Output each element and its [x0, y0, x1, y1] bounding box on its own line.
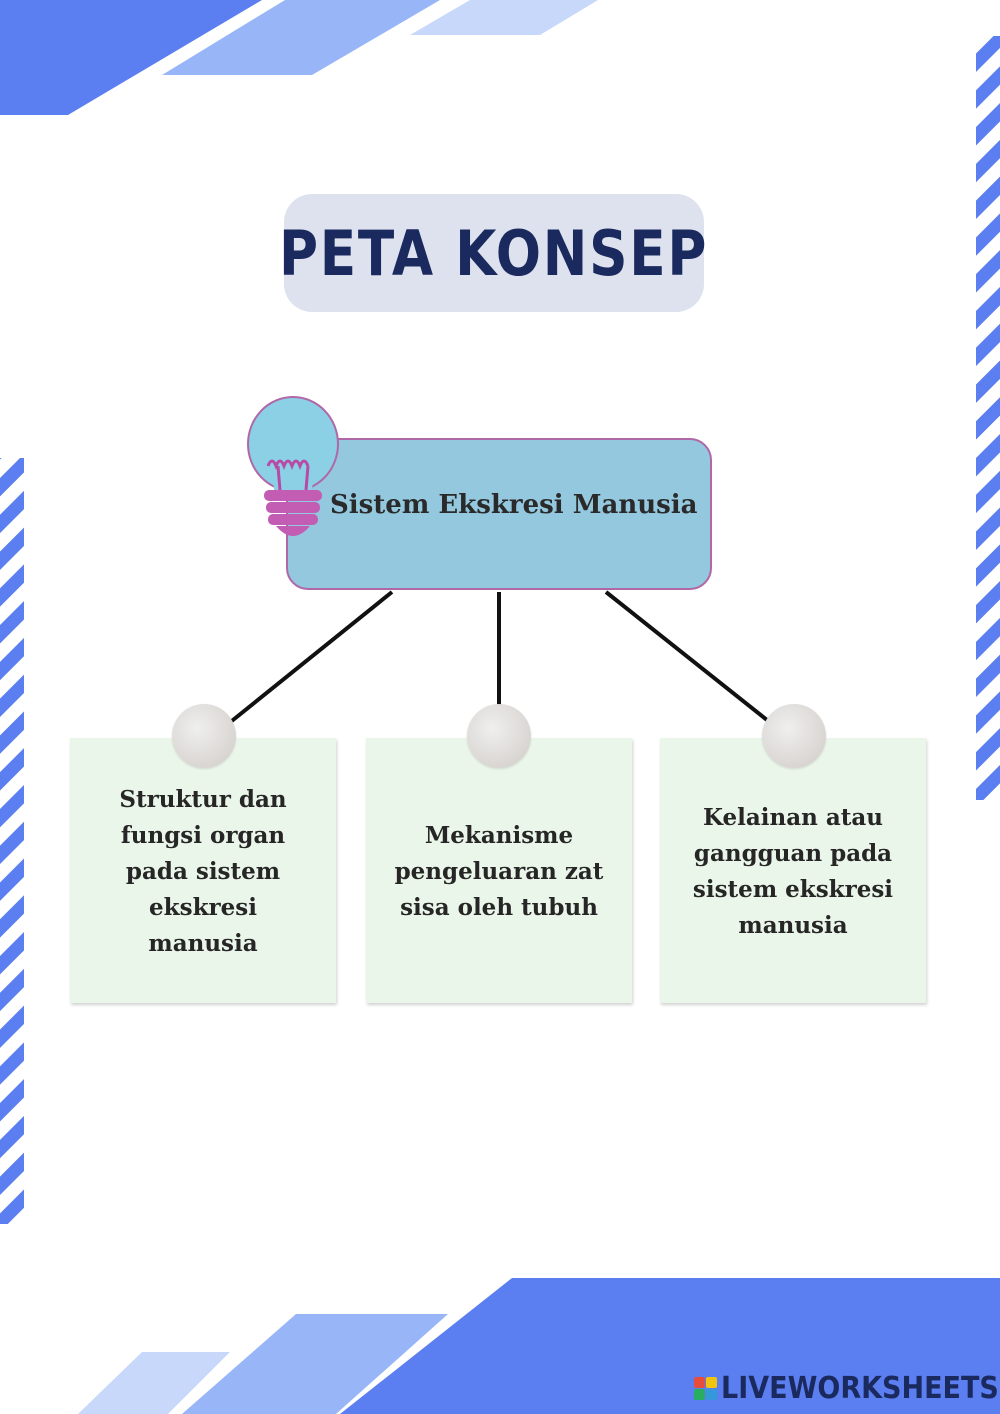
- concept-card-2: [366, 738, 632, 1003]
- concept-card-text: Kelainan atau gangguan pada sistem ekskresi manusia: [692, 803, 894, 939]
- brand-logo-icon: [694, 1377, 717, 1400]
- lightbulb-icon: [244, 394, 344, 546]
- brand-footer: [694, 1370, 1000, 1406]
- connector-left: [228, 592, 392, 724]
- brand-name: LIVEWORKSHEETS: [721, 1370, 999, 1406]
- concept-card-text: Mekanisme pengeluaran zat sisa oleh tubuh: [394, 821, 604, 921]
- pushpin-icon: [172, 704, 236, 768]
- concept-card-3: [660, 738, 926, 1003]
- right-striped-strip: [976, 36, 1000, 800]
- top-left-band-light: [410, 0, 598, 35]
- left-striped-strip: [0, 458, 24, 1224]
- title-box: [279, 194, 709, 312]
- concept-card-1: [70, 738, 336, 1003]
- pushpin-icon: [467, 704, 531, 768]
- pushpin-icon: [762, 704, 826, 768]
- concept-card-text: Struktur dan fungsi organ pada sistem ekskresi manusia: [119, 785, 287, 957]
- connector-right: [606, 592, 772, 724]
- page-title: PETA KONSEP: [279, 216, 709, 290]
- main-concept-label: Sistem Ekskresi Manusia: [330, 490, 698, 520]
